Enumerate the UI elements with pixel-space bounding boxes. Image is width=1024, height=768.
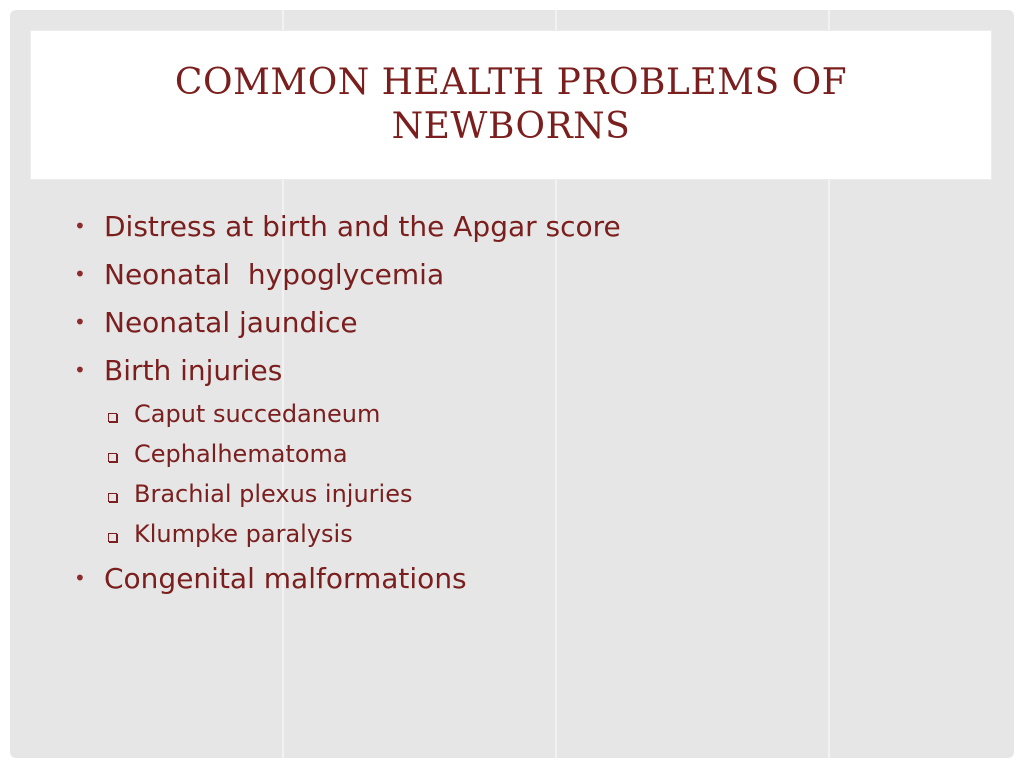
hollow-square-icon (108, 453, 117, 462)
hollow-square-icon (108, 493, 117, 502)
hollow-square-icon (108, 533, 117, 542)
bullet-item (70, 202, 870, 250)
bullet-dot-icon: • (74, 358, 86, 382)
bullet-dot-icon: • (74, 262, 86, 286)
sub-bullet-item (70, 514, 870, 554)
sub-bullet-item (70, 434, 870, 474)
bullet-list (70, 202, 870, 602)
bullet-text: Distress at birth and the Apgar score (104, 209, 621, 243)
bullet-item (70, 346, 870, 394)
sub-bullet-text: Brachial plexus injuries (134, 480, 413, 508)
bullet-text: Neonatal hypoglycemia (104, 257, 445, 291)
sub-bullet-text: Caput succedaneum (134, 400, 381, 428)
hollow-square-icon (108, 413, 117, 422)
bullet-text: Congenital malformations (104, 561, 467, 595)
bullet-dot-icon: • (74, 566, 86, 590)
sub-bullet-item (70, 394, 870, 434)
sub-bullet-text: Klumpke paralysis (134, 520, 353, 548)
sub-bullet-text: Cephalhematoma (134, 440, 348, 468)
bullet-text: Birth injuries (104, 353, 283, 387)
bullet-item (70, 298, 870, 346)
slide (10, 10, 1014, 758)
slide-title-line-1: COMMON HEALTH PROBLEMS OF (174, 62, 848, 103)
slide-title-line-2: NEWBORNS (391, 106, 631, 147)
bullet-dot-icon: • (74, 310, 86, 334)
bullet-item (70, 554, 870, 602)
bullet-item (70, 250, 870, 298)
bullet-dot-icon: • (74, 214, 86, 238)
title-box (30, 30, 992, 180)
bullet-text: Neonatal jaundice (104, 305, 358, 339)
sub-bullet-item (70, 474, 870, 514)
